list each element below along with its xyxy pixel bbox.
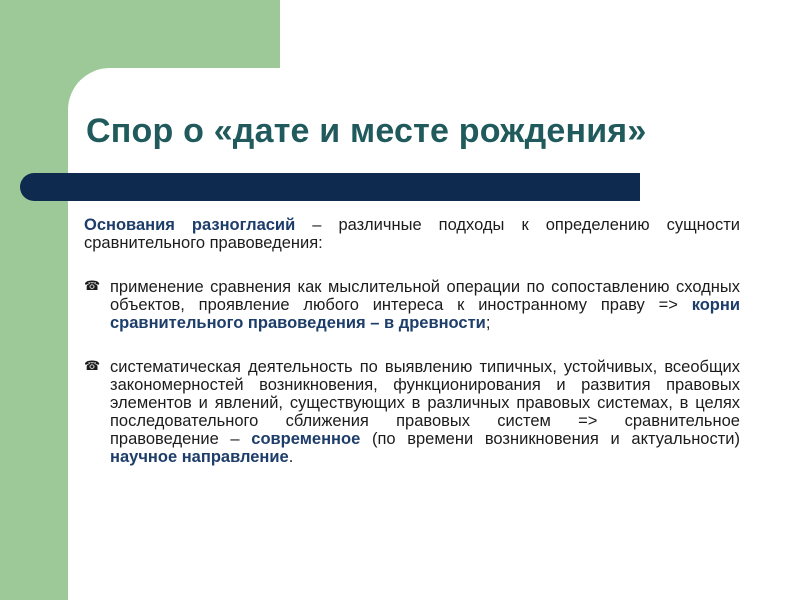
item-emphasis-2: научное направление — [110, 448, 289, 466]
item-text: систематическая деятельность по выявлению типичных, устойчивых, всеобщих закономерностей возникновения, функционирования и развития правовых элементов и явлений, существующих в различных правовых системах, в целях последовательного сближения правовых систем => сравнительное правоведение – — [110, 358, 740, 448]
item-text-end: ; — [485, 314, 491, 332]
list-item-text — [110, 358, 740, 466]
list-item — [84, 278, 740, 332]
lead-heading: Основания разногласий — [84, 216, 296, 234]
telephone-icon: ☎ — [84, 278, 101, 293]
telephone-icon: ☎ — [84, 358, 101, 373]
slide-body — [84, 216, 740, 466]
item-emphasis: корни сравнительного правоведения – в древности — [110, 296, 740, 332]
item-emphasis: современное — [251, 430, 361, 448]
slide-title: Спор о «дате и месте рождения» — [86, 112, 647, 150]
background-green-strip — [0, 0, 68, 600]
item-text: применение сравнения как мыслительной операции по сопоставлению сходных объектов, проявление любого интереса к иностранному праву => — [110, 278, 740, 314]
list-item — [84, 358, 740, 466]
item-text-end: . — [288, 448, 294, 466]
list-item-text — [110, 278, 740, 332]
item-text-middle: (по времени возникновения и актуальности) — [360, 430, 740, 448]
lead-text: – различные подходы к определению сущности сравнительного правоведения: — [84, 216, 740, 252]
title-underline-bar — [20, 173, 640, 201]
lead-paragraph — [84, 216, 740, 252]
